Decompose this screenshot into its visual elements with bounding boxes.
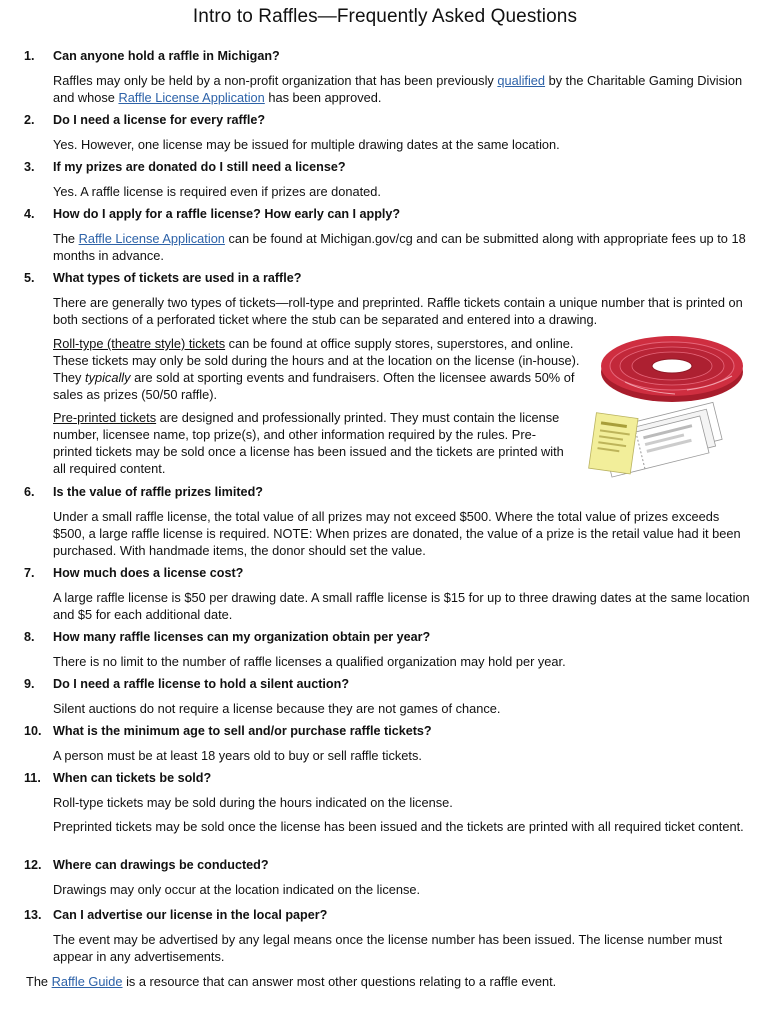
question-number: 7. [24,566,35,580]
question-number: 12. [24,858,42,872]
question-number: 6. [24,485,35,499]
pre-printed-tickets-image [578,396,728,487]
roll-type-paragraph [53,335,593,403]
question-number: 1. [24,49,35,63]
question-number: 8. [24,630,35,644]
question-text: What types of tickets are used in a raffle? [53,271,302,285]
answer-text: can be found at office supply stores, superstores, and online. These tickets may only be sold during the hours and at the location on the license (in-house). They [53,336,580,385]
question-number: 2. [24,113,35,127]
question-text: Can I advertise our license in the local paper? [53,908,328,922]
question-12 [24,858,269,872]
question-text: Do I need a raffle license to hold a silent auction? [53,677,350,691]
question-number: 9. [24,677,35,691]
answer-text: The [53,231,79,246]
question-text: How many raffle licenses can my organization obtain per year? [53,630,431,644]
question-text: Do I need a license for every raffle? [53,113,266,127]
answer-2: Yes. However, one license may be issued for multiple drawing dates at the same location. [53,137,560,152]
question-text: Where can drawings be conducted? [53,858,269,872]
qualified-link[interactable]: qualified [497,73,546,88]
answer-3: Yes. A raffle license is required even if prizes are donated. [53,184,381,199]
question-4 [24,207,400,221]
raffle-license-application-link[interactable]: Raffle License Application [118,90,265,105]
question-6 [24,485,263,499]
question-8 [24,630,430,644]
footer-text: is a resource that can answer most other questions relating to a raffle event. [122,974,557,989]
question-5 [24,271,301,285]
answer-10: A person must be at least 18 years old to buy or sell raffle tickets. [53,748,422,763]
footer-text: The [26,974,52,989]
question-13 [24,908,327,922]
answer-1 [53,72,753,106]
roll-type-term: Roll-type (theatre style) tickets [53,336,226,351]
question-number: 10. [24,724,42,738]
raffle-license-application-link[interactable]: Raffle License Application [78,231,225,246]
answer-13: The event may be advertised by any legal means once the license number has been issued. The license number must appear in any advertisements. [53,932,723,964]
answer-text: by the Charitable Gaming Division and whose [53,73,743,105]
question-2 [24,113,265,127]
question-text: What is the minimum age to sell and/or purchase raffle tickets? [53,724,432,738]
answer-text: Raffles may only be held by a non-profit organization that has been previously [53,73,498,88]
question-11 [24,771,211,785]
question-number: 5. [24,271,35,285]
answer-5: There are generally two types of tickets—roll-type and preprinted. Raffle tickets contain a unique number that is printed on both sections of a perforated ticket where the stub can be separated and entered into a drawing. [53,295,743,327]
raffle-guide-link[interactable]: Raffle Guide [51,974,123,989]
answer-6: Under a small raffle license, the total value of all prizes may not exceed $500. Where the total value of prizes exceeds $500, a large raffle license is required. NOTE: When prizes are donated, the value of a prize is the retail value had it been purchased. With handmade items, the donor should set the value. [53,509,741,558]
answer-text: are sold at sporting events and fundraisers. Often the licensee awards 50% of sales as prizes (50/50 raffle). [53,370,575,402]
footer-note [26,973,746,990]
pre-printed-term: Pre-printed tickets [53,410,157,425]
answer-text: are designed and professionally printed. They must contain the license number, licensee name, top prize(s), and other information required by the rules. Pre-printed tickets may be sold once a license has been issued and the tickets are printed with all required content. [53,410,564,476]
answer-12: Drawings may only occur at the location indicated on the license. [53,882,421,897]
question-text: If my prizes are donated do I still need a license? [53,160,346,174]
question-text: Is the value of raffle prizes limited? [53,485,263,499]
question-number: 3. [24,160,35,174]
page-title: Intro to Raffles—Frequently Asked Questions [192,6,578,27]
emphasis-text: typically [85,370,131,385]
question-number: 4. [24,207,35,221]
question-10 [24,724,432,738]
pre-printed-paragraph [53,409,568,477]
question-text: How do I apply for a raffle license? How early can I apply? [53,207,401,221]
question-text: Can anyone hold a raffle in Michigan? [53,49,280,63]
answer-text: can be found at Michigan.gov/cg and can be submitted along with appropriate fees up to 18 months in advance. [53,231,746,263]
answer-11: Roll-type tickets may be sold during the hours indicated on the license. [53,795,453,810]
answer-text: has been approved. [264,90,382,105]
question-number: 11. [24,771,41,785]
question-1 [24,49,280,63]
answer-11-continued: Preprinted tickets may be sold once the license has been issued and the tickets are printed with all required ticket content. [53,819,744,834]
answer-7: A large raffle license is $50 per drawing date. A small raffle license is $15 for up to three drawing dates at the same location and $5 for each additional date. [53,590,750,622]
question-number: 13. [24,908,42,922]
answer-8: There is no limit to the number of raffle licenses a qualified organization may hold per year. [53,654,566,669]
question-7 [24,566,243,580]
question-text: How much does a license cost? [53,566,244,580]
answer-9: Silent auctions do not require a license because they are not games of chance. [53,701,501,716]
question-text: When can tickets be sold? [53,771,212,785]
question-3 [24,160,346,174]
question-9 [24,677,349,691]
answer-4 [53,230,753,264]
